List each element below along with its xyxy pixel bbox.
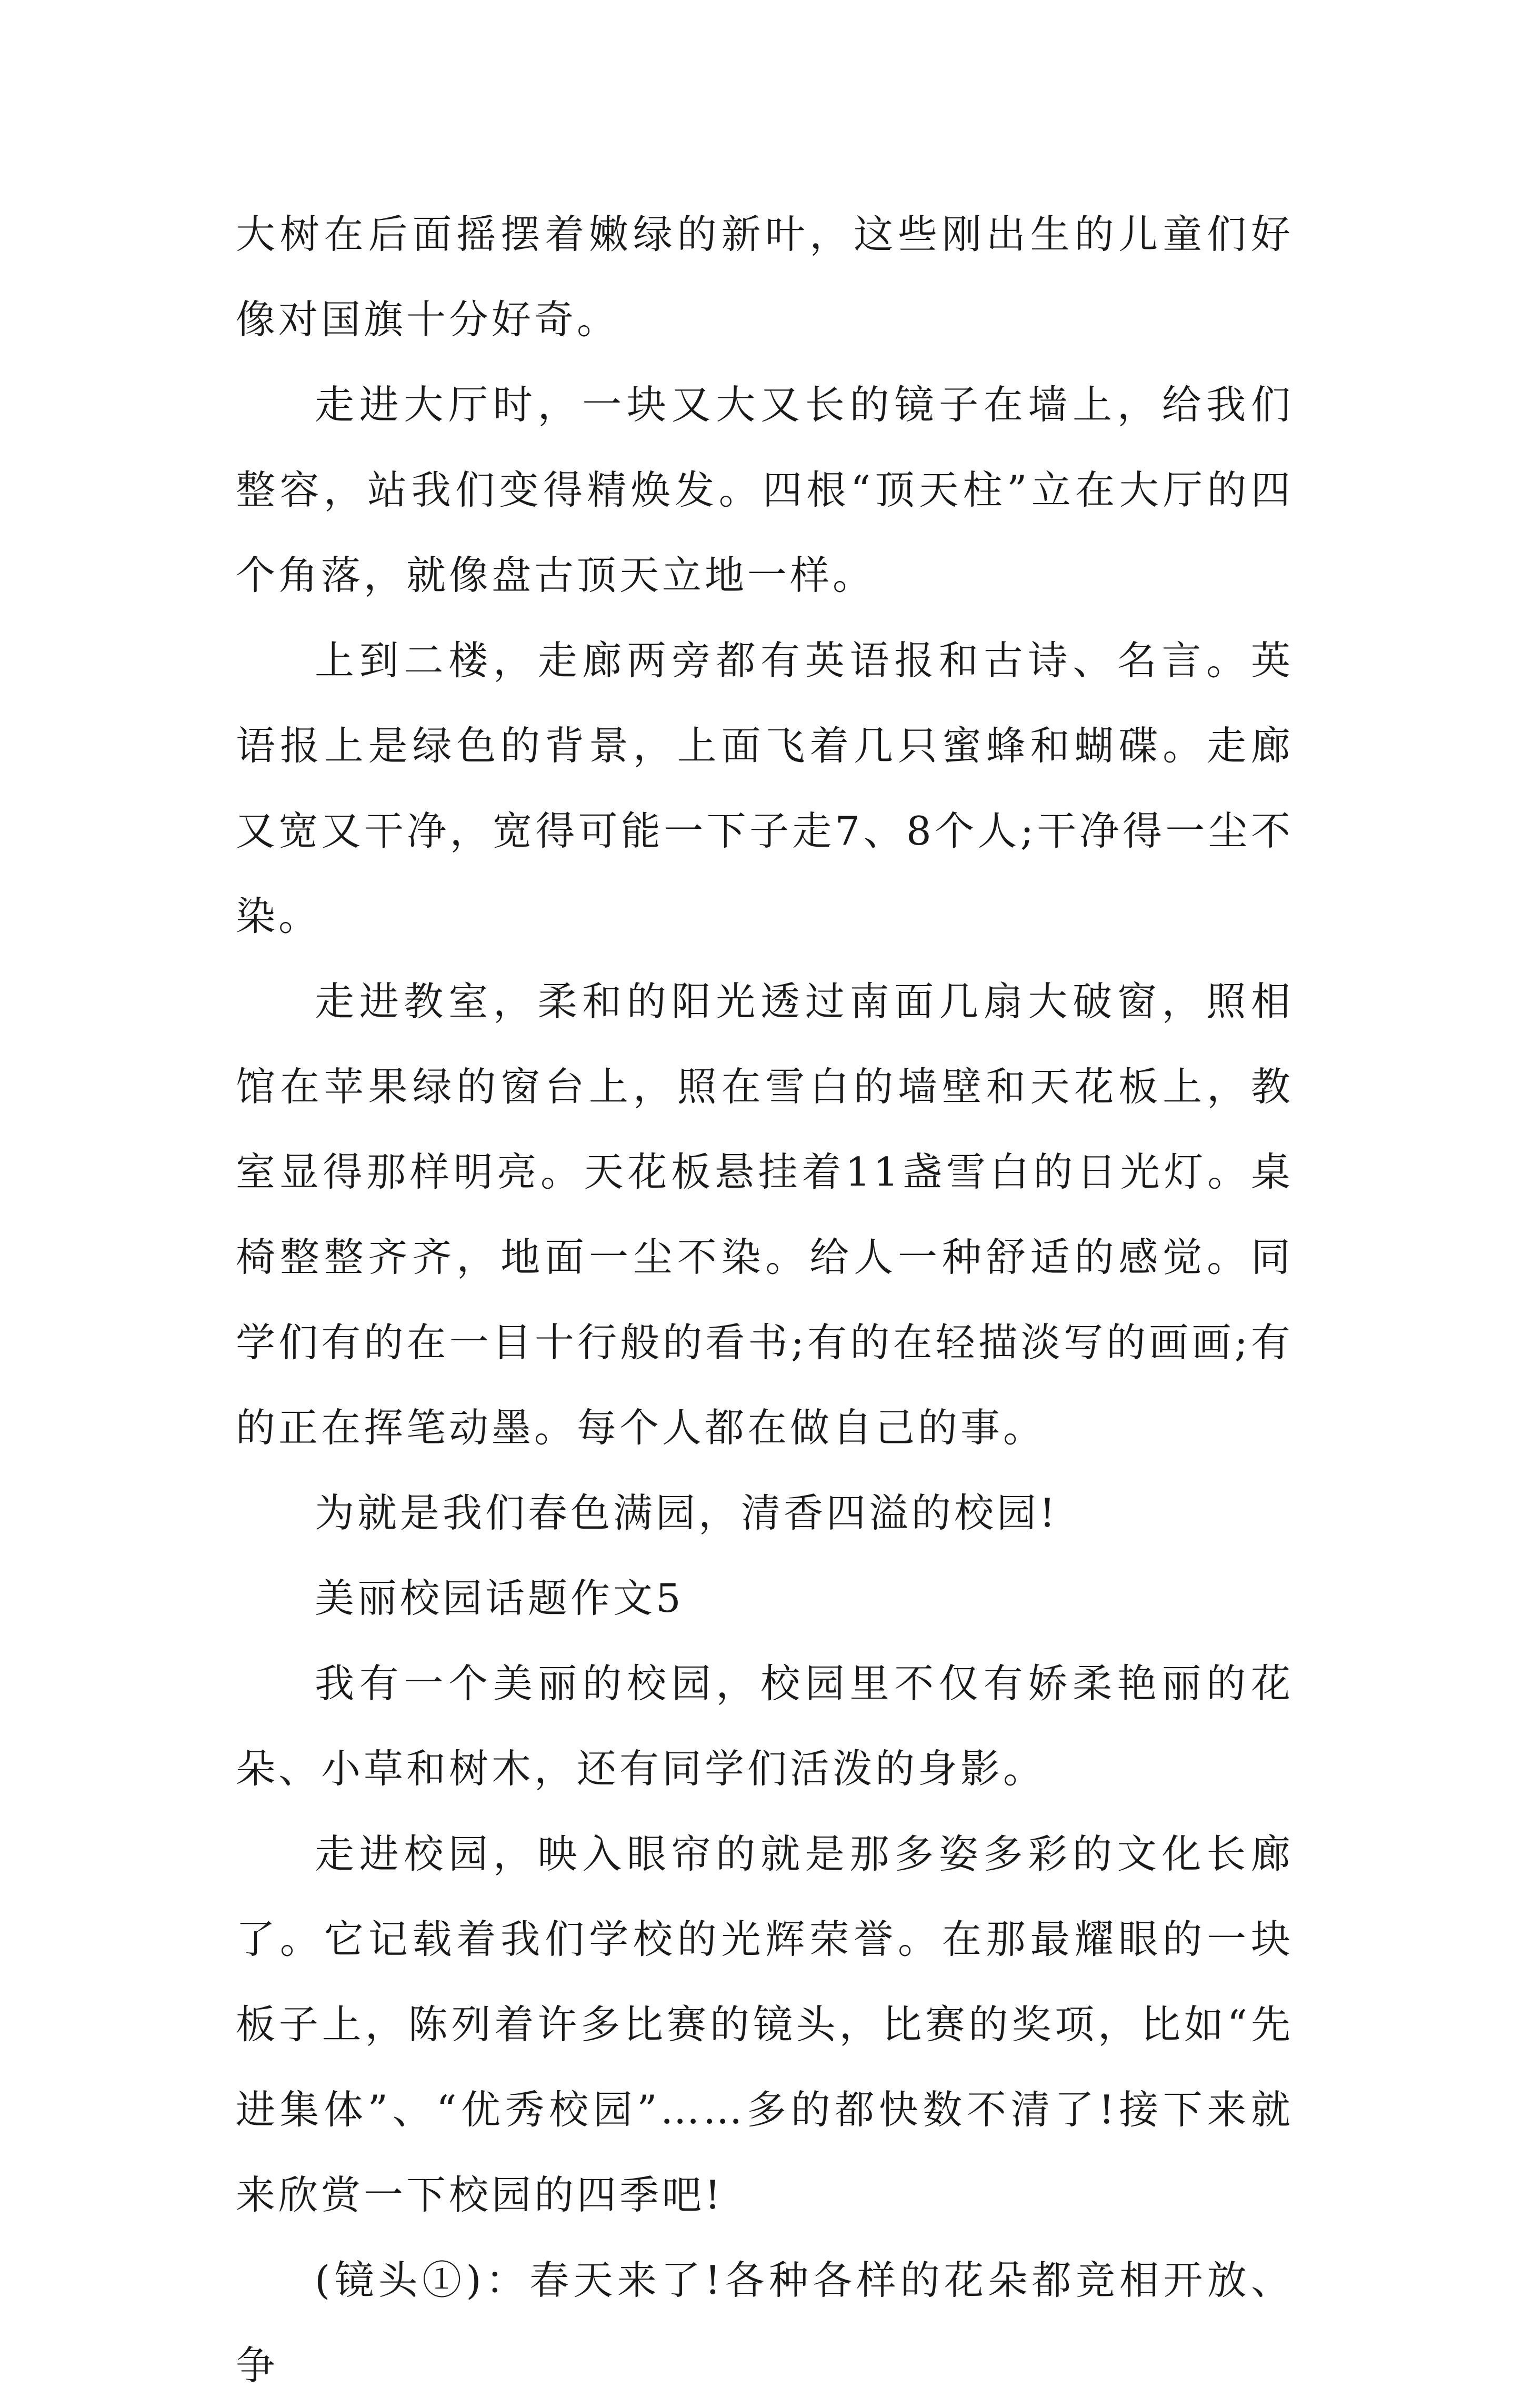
paragraph-2: 走进大厅时，一块又大又长的镜子在墙上，给我们整容，站我们变得精焕发。四根“顶天柱”立在大厅的四个角落，就像盘古顶天立地一样。	[236, 382, 1294, 598]
document-body	[236, 192, 1294, 2408]
paragraph-7: 走进校园，映入眼帘的就是那多姿多彩的文化长廊了。它记载着我们学校的光辉荣誉。在那最耀眼的一块板子上，陈列着许多比赛的镜头，比赛的奖项，比如“先进集体”、“优秀校园”……多的都快数不清了!接下来就来欣赏一下校园的四季吧!	[236, 1831, 1294, 2218]
paragraph-3: 上到二楼，走廊两旁都有英语报和古诗、名言。英语报上是绿色的背景，上面飞着几只蜜蜂和蝴碟。走廊又宽又干净，宽得可能一下子走7、8个人;干净得一尘不染。	[236, 637, 1294, 939]
paragraph-4: 走进教室，柔和的阳光透过南面几扇大破窗，照相馆在苹果绿的窗台上，照在雪白的墙壁和天花板上，教室显得那样明亮。天花板悬挂着11盏雪白的日光灯。桌椅整整齐齐，地面一尘不染。给人一种舒适的感觉。同学们有的在一目十行般的看书;有的在轻描淡写的画画;有的正在挥笔动墨。每个人都在做自己的事。	[236, 978, 1294, 1451]
paragraph-5: 为就是我们春色满园，清香四溢的校园!	[315, 1490, 1059, 1536]
paragraph-8: (镜头①)：春天来了!各种各样的花朵都竞相开放、争	[236, 2257, 1294, 2389]
section-heading: 美丽校园话题作文5	[315, 1575, 684, 1621]
paragraph-1: 大树在后面摇摆着嫩绿的新叶，这些刚出生的儿童们好像对国旗十分好奇。	[236, 211, 1294, 343]
paragraph-6: 我有一个美丽的校园，校园里不仅有娇柔艳丽的花朵、小草和树木，还有同学们活泼的身影。	[236, 1660, 1294, 1792]
